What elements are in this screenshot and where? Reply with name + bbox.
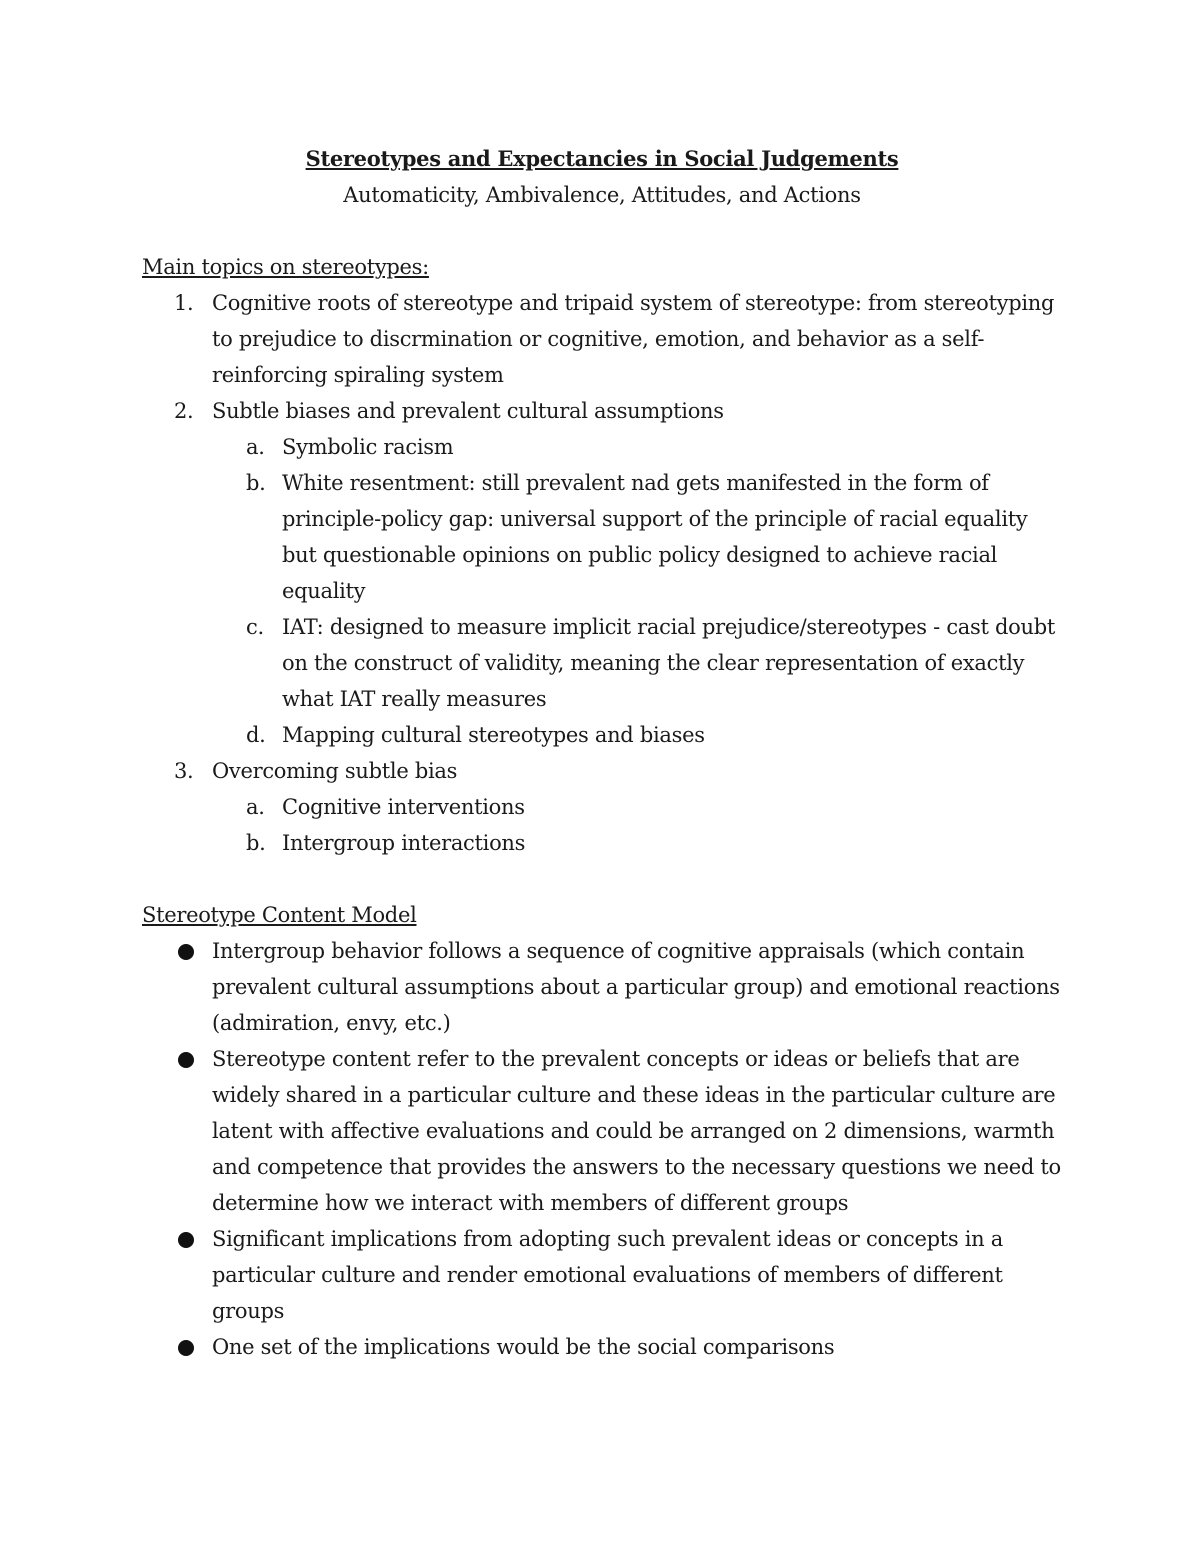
lettered-list-item (142, 609, 1062, 717)
lettered-list-item (142, 825, 1062, 861)
numbered-list-item (142, 285, 1062, 393)
list-item-text: Subtle biases and prevalent cultural assumptions (212, 399, 724, 423)
bullet-icon (178, 1340, 194, 1356)
list-item-text: Symbolic racism (282, 435, 454, 459)
bullet-list-item (142, 1041, 1062, 1221)
list-marker: 2. (174, 399, 194, 423)
bullet-icon (178, 944, 194, 960)
list-item-text: IAT: designed to measure implicit racial prejudice/stereotypes - cast doubt on the construct of validity, meaning the clear representation of exactly what IAT really measures (282, 615, 1055, 711)
list-marker: 1. (174, 291, 194, 315)
list-item-text: Intergroup behavior follows a sequence of cognitive appraisals (which contain prevalent cultural assumptions about a particular group) and emotional reactions (admiration, envy, etc.) (212, 939, 1060, 1035)
list-marker: b. (246, 471, 266, 495)
list-item-text: Intergroup interactions (282, 831, 526, 855)
list-marker: a. (246, 435, 265, 459)
numbered-list-item (142, 393, 1062, 429)
lettered-list-item (142, 429, 1062, 465)
list-marker: d. (246, 723, 266, 747)
list-item-text: Mapping cultural stereotypes and biases (282, 723, 705, 747)
lettered-list-item (142, 465, 1062, 609)
list-marker: b. (246, 831, 266, 855)
list-marker: a. (246, 795, 265, 819)
document-body (142, 141, 1062, 1365)
document-subtitle: Automaticity, Ambivalence, Attitudes, and Actions (343, 183, 861, 207)
bullet-icon (178, 1052, 194, 1068)
section-heading-main-topics: Main topics on stereotypes: (142, 255, 429, 279)
list-item-text: Significant implications from adopting such prevalent ideas or concepts in a particular culture and render emotional evaluations of members of different groups (212, 1227, 1003, 1323)
list-marker: 3. (174, 759, 194, 783)
list-item-text: Overcoming subtle bias (212, 759, 458, 783)
section-heading-content-model: Stereotype Content Model (142, 903, 417, 927)
list-item-text: Cognitive roots of stereotype and tripaid system of stereotype: from stereotyping to prejudice to discrmination or cognitive, emotion, and behavior as a self-reinforcing spiraling system (212, 291, 1055, 387)
bullet-list-item (142, 1329, 1062, 1365)
list-item-text: One set of the implications would be the social comparisons (212, 1335, 835, 1359)
list-marker: c. (246, 615, 264, 639)
blank-line (142, 861, 1062, 897)
bullet-icon (178, 1232, 194, 1248)
lettered-list-item (142, 789, 1062, 825)
bullet-list-item (142, 1221, 1062, 1329)
bullet-list-item (142, 933, 1062, 1041)
list-item-text: Stereotype content refer to the prevalent concepts or ideas or beliefs that are widely shared in a particular culture and these ideas in the particular culture are latent with affective evaluations and could be arranged on 2 dimensions, warmth and competence that provides the answers to the necessary questions we need to determine how we interact with members of different groups (212, 1047, 1061, 1215)
numbered-list-item (142, 753, 1062, 789)
list-item-text: Cognitive interventions (282, 795, 525, 819)
blank-line (142, 213, 1062, 249)
list-item-text: White resentment: still prevalent nad gets manifested in the form of principle-policy gap: universal support of the principle of racial equality but questionable opinions on public policy designed to achieve racial equality (282, 471, 1028, 603)
document-title: Stereotypes and Expectancies in Social Judgements (305, 146, 899, 171)
lettered-list-item (142, 717, 1062, 753)
